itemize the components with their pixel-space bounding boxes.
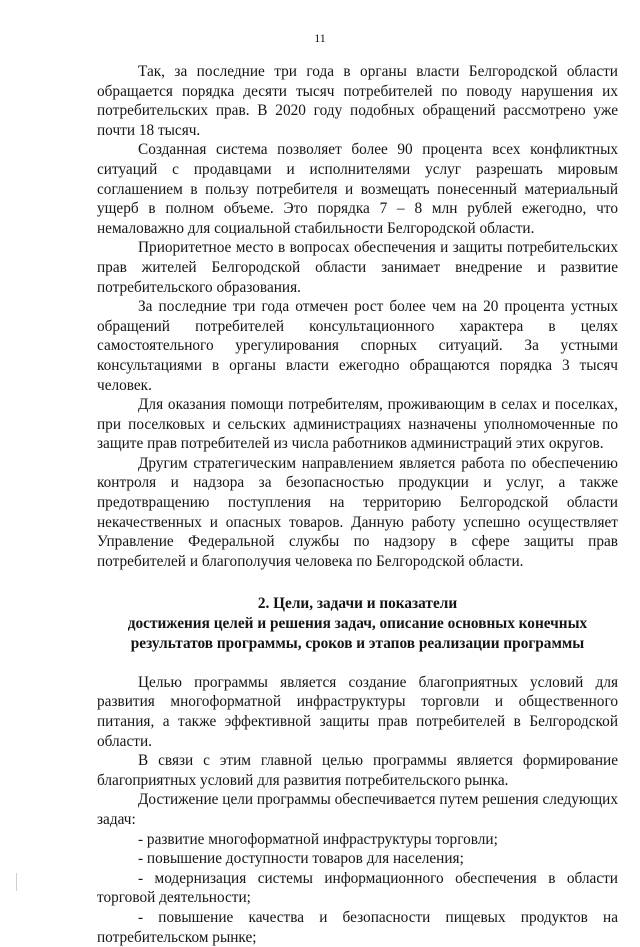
task-list-item: - повышение доступности товаров для населения; xyxy=(138,850,464,868)
section-heading-line: достижения целей и решения задач, описание основных конечных xyxy=(127,615,588,633)
task-list-item: - повышение качества и безопасности пищевых продуктов на потребительском рынке; xyxy=(97,908,618,946)
section-heading-line: результатов программы, сроков и этапов реализации программы xyxy=(130,635,585,653)
paragraph: Достижение цели программы обеспечивается путем решения следующих задач: xyxy=(97,791,618,828)
scan-edge-mark xyxy=(16,873,17,891)
document-body xyxy=(97,62,618,947)
paragraph: Целью программы является создание благоприятных условий для развития многоформатной инфраструктуры торговли и общественного питания, а также эффективной защиты прав потребителей в Белгородской области. xyxy=(97,673,618,750)
section-heading xyxy=(97,594,618,653)
section-heading-line: 2. Цели, задачи и показатели xyxy=(257,595,458,613)
paragraph: Другим стратегическим направлением является работа по обеспечению контроля и надзора за безопасностью продукции и услуг, а также предотвращению поступления на территорию Белгородской области некачественных и опасных товаров. Данную работу успешно осуществляет Управление Федеральной службы по надзору в сфере защиты прав потребителей и благополучия человека по Белгородской области. xyxy=(97,454,618,570)
task-list-item: - развитие многоформатной инфраструктуры торговли; xyxy=(138,830,498,848)
task-list-item: - модернизация системы информационного обеспечения в области торговой деятельности; xyxy=(97,869,618,907)
page-number: 11 xyxy=(314,31,326,45)
paragraph: Так, за последние три года в органы власти Белгородской области обращается порядка десяти тысяч потребителей по поводу нарушения их потребительских прав. В 2020 году подобных обращений рассмотрено уже почти 18 тысяч. xyxy=(97,63,618,139)
paragraph: В связи с этим главной целью программы является формирование благоприятных условий для развития потребительского рынка. xyxy=(97,752,618,789)
paragraph: Для оказания помощи потребителям, проживающим в селах и поселках, при поселковых и сельских администрациях назначены уполномоченные по защите прав потребителей из числа работников администраций этих округов. xyxy=(97,396,618,453)
paragraph: Созданная система позволяет более 90 процента всех конфликтных ситуаций с продавцами и исполнителями услуг разрешать мировым соглашением в пользу потребителя и возмещать понесенный материальный ущерб в полном объеме. Это порядка 7 – 8 млн рублей ежегодно, что немаловажно для социальной стабильности Белгородской области. xyxy=(97,141,618,237)
paragraph: Приоритетное место в вопросах обеспечения и защиты потребительских прав жителей Белгородской области занимает внедрение и развитие потребительского образования. xyxy=(97,239,618,296)
paragraph: За последние три года отмечен рост более чем на 20 процента устных обращений потребителей консультационного характера в целях самостоятельного урегулирования спорных ситуаций. За устными консультациями в органы власти ежегодно обращаются порядка 3 тысяч человек. xyxy=(97,298,618,394)
